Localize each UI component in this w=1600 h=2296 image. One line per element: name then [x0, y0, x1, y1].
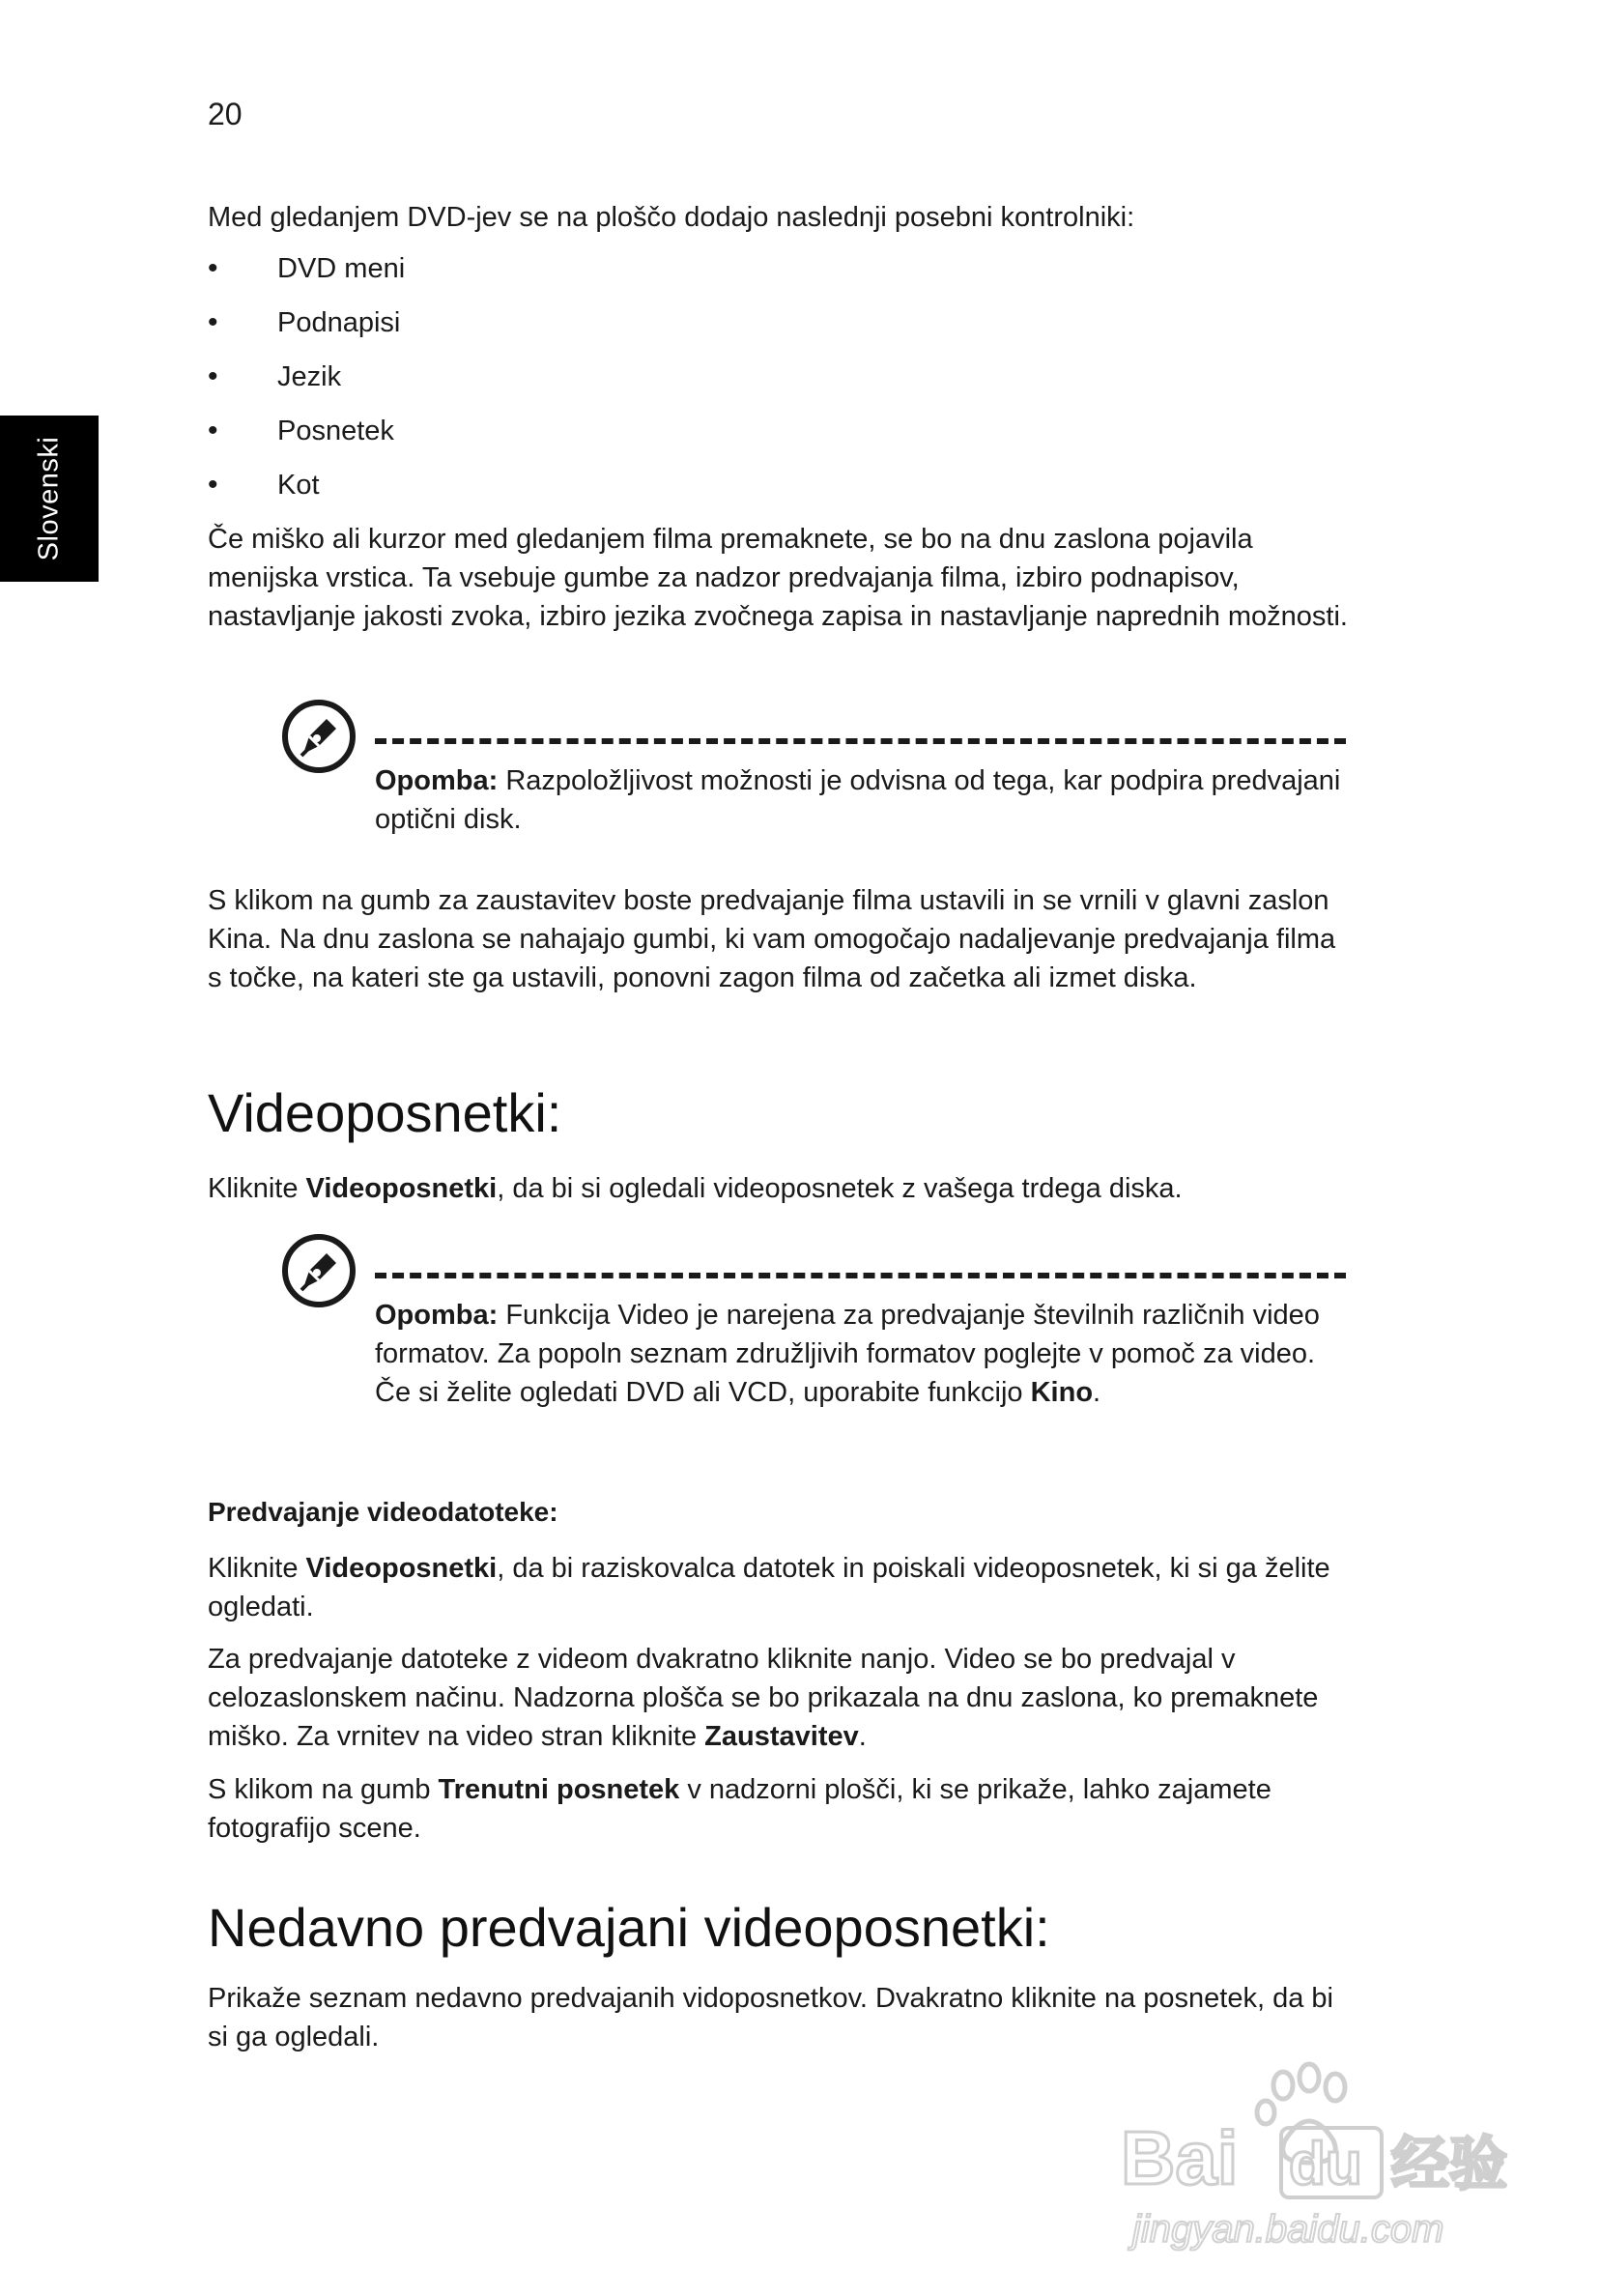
- note-dashed-divider: [375, 738, 1346, 744]
- emphasis-text: Videoposnetki: [305, 1173, 498, 1204]
- note-pen-icon: [280, 1232, 357, 1309]
- watermark-bai: Bai: [1121, 2115, 1239, 2200]
- list-item-label: Podnapisi: [277, 307, 401, 338]
- side-tab-label: Slovenski: [33, 436, 65, 561]
- note-text: [375, 1296, 1341, 1412]
- emphasis-text: Zaustavitev: [704, 1721, 859, 1752]
- watermark-url: jingyan.baidu.com: [1132, 2208, 1444, 2251]
- text-run: Kliknite: [208, 1553, 306, 1584]
- note-label: Opomba:: [375, 765, 499, 796]
- note-body: Razpoložljivost možnosti je odvisna od tega, kar podpira predvajani optični disk.: [375, 765, 1341, 835]
- note-label: Opomba:: [375, 1300, 499, 1331]
- emphasis-text: Trenutni posnetek: [438, 1774, 680, 1805]
- menu-bar-paragraph: Če miško ali kurzor med gledanjem filma premaknete, se bo na dnu zaslona pojavila menijska vrstica. Ta vsebuje gumbe za nadzor predvajanja filma, izbiro podnapisov, nastavljanje jakosti zvoka, izbiro jezika zvočnega zapisa in nastavljanje naprednih možnosti.: [208, 524, 1348, 632]
- text-run: Za predvajanje datoteke z videom dvakratno kliknite nanjo. Video se bo predvajal v celozaslonskem načinu. Nadzorna plošča se bo prikazala na dnu zaslona, ko premaknete miško. Za vrnitev na video stran kliknite: [208, 1644, 1319, 1752]
- heading-recent-videos: Nedavno predvajani videoposnetki:: [208, 1897, 1050, 1958]
- list-item: [208, 412, 405, 466]
- videos-intro-paragraph: [208, 1169, 1348, 1208]
- play-paragraph-3: [208, 1770, 1348, 1848]
- bullet-icon: •: [208, 360, 218, 392]
- list-item-label: DVD meni: [277, 253, 406, 284]
- watermark-jingyan-cn: 经验: [1391, 2131, 1507, 2198]
- intro-paragraph: Med gledanjem DVD-jev se na ploščo dodajo naslednji posebni kontrolniki:: [208, 202, 1135, 233]
- note-body: Funkcija Video je narejena za predvajanje številnih različnih video formatov. Za popoln seznam združljivih formatov poglejte v pomoč za video. Če si želite ogledati DVD ali VCD, uporabite funkcijo: [375, 1300, 1320, 1408]
- recent-videos-paragraph: Prikaže seznam nedavno predvajanih vidoposnetkov. Dvakratno kliknite na posnetek, da bi si ga ogledali.: [208, 1983, 1333, 2052]
- note-pen-icon: [280, 698, 357, 775]
- paw-logo-icon: [1111, 2049, 1517, 2261]
- emphasis-text: Kino: [1030, 1377, 1094, 1408]
- text-run: S klikom na gumb: [208, 1774, 439, 1805]
- note-dashed-divider: [375, 1273, 1346, 1278]
- play-paragraph-1: [208, 1549, 1348, 1626]
- text-run: Kliknite: [208, 1173, 306, 1204]
- bullet-icon: •: [208, 469, 218, 501]
- list-item-label: Kot: [277, 470, 320, 501]
- dvd-controls-list: [208, 249, 405, 520]
- language-side-tab: [0, 416, 99, 582]
- heading-videos: Videoposnetki:: [208, 1082, 562, 1143]
- list-item: [208, 249, 405, 303]
- baidu-watermark: [1111, 2049, 1517, 2261]
- text-run: , da bi raziskovalca datotek in poiskali videoposnetek, ki si ga želite ogledati.: [208, 1553, 1330, 1622]
- subheading-play-video: Predvajanje videodatoteke:: [208, 1497, 558, 1527]
- bullet-icon: •: [208, 252, 218, 284]
- emphasis-text: Videoposnetki: [305, 1553, 498, 1584]
- bullet-icon: •: [208, 415, 218, 446]
- bullet-icon: •: [208, 306, 218, 338]
- text-run: v nadzorni plošči, ki se prikaže, lahko zajamete fotografijo scene.: [208, 1774, 1271, 1844]
- play-paragraph-2: [208, 1640, 1348, 1756]
- page-number: 20: [208, 97, 243, 131]
- text-run: , da bi si ogledali videoposnetek z vašega trdega diska.: [497, 1173, 1183, 1204]
- list-item-label: Posnetek: [277, 416, 394, 446]
- list-item-label: Jezik: [277, 361, 342, 392]
- stop-button-paragraph: S klikom na gumb za zaustavitev boste predvajanje filma ustavili in se vrnili v glavni zaslon Kina. Na dnu zaslona se nahajajo gumbi, ki vam omogočajo nadaljevanje predvajanja filma s točke, na kateri ste ga ustavili, ponovni zagon filma od začetka ali izmet diska.: [208, 885, 1336, 993]
- note-text: [375, 761, 1341, 839]
- text-run: .: [858, 1721, 867, 1752]
- list-item: [208, 466, 405, 520]
- list-item: [208, 303, 405, 358]
- list-item: [208, 358, 405, 412]
- text-run: .: [1093, 1377, 1101, 1408]
- watermark-du: du: [1289, 2131, 1362, 2197]
